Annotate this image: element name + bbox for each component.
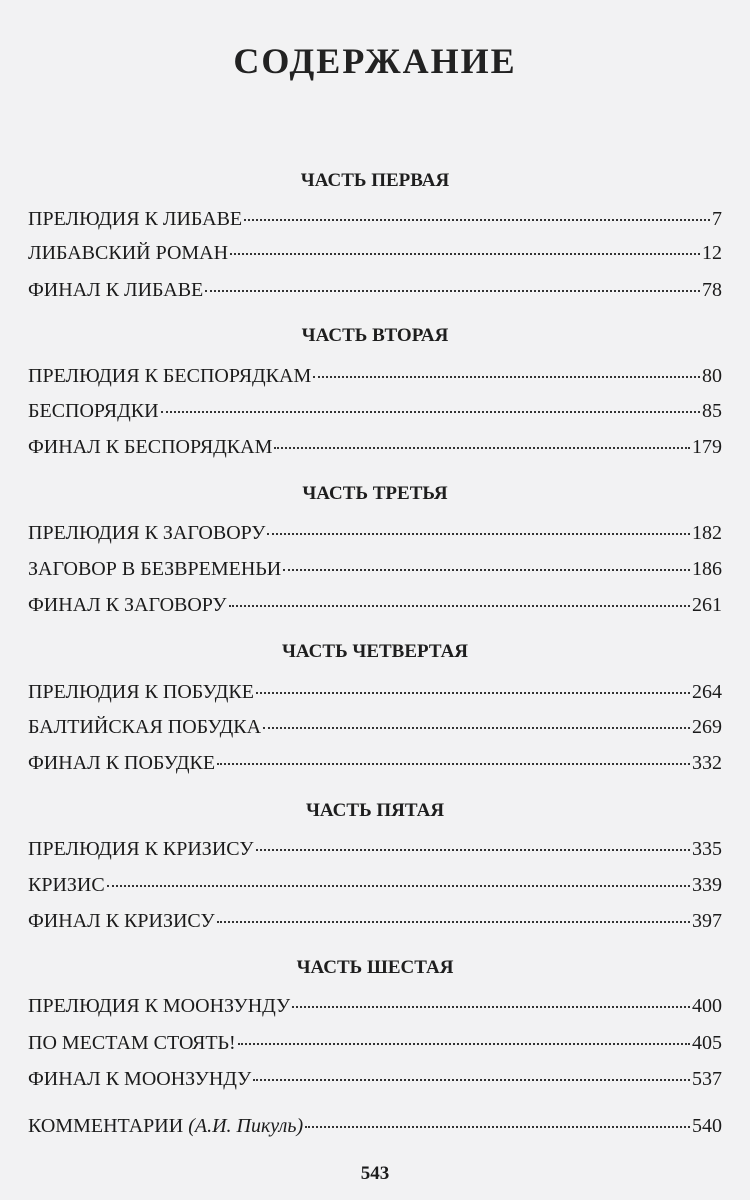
toc-entry — [28, 206, 722, 232]
dot-leader — [217, 763, 690, 765]
toc-entry — [28, 240, 722, 266]
dot-leader — [292, 1006, 690, 1008]
toc-entry — [28, 714, 722, 740]
toc-entry-title: ФИНАЛ К МООНЗУНДУ — [28, 1068, 252, 1090]
page-number: 543 — [360, 1163, 390, 1184]
toc-entry-title: ПРЕЛЮДИЯ К ЗАГОВОРУ — [28, 522, 266, 544]
toc-entry-title — [28, 1113, 303, 1139]
toc-entry-page: 80 — [702, 365, 722, 387]
toc-entry — [28, 1066, 722, 1092]
toc-entry-page: 182 — [692, 522, 722, 544]
toc-entry — [28, 750, 722, 776]
part-heading: ЧАСТЬ ШЕСТАЯ — [296, 957, 454, 978]
toc-entry-page: 261 — [692, 594, 722, 616]
toc-entry-title: ПРЕЛЮДИЯ К ПОБУДКЕ — [28, 681, 254, 703]
toc-entry-page: 397 — [692, 910, 722, 932]
dot-leader — [230, 253, 700, 255]
toc-entry — [28, 1030, 722, 1056]
toc-entry-page: 186 — [692, 558, 722, 580]
toc-entry-title: БАЛТИЙСКАЯ ПОБУДКА — [28, 716, 262, 738]
toc-entry — [28, 908, 722, 934]
part-heading: ЧАСТЬ ВТОРАЯ — [301, 325, 449, 346]
dot-leader — [229, 605, 690, 607]
toc-entry-title: КРИЗИС — [28, 874, 105, 896]
dot-leader — [217, 921, 690, 923]
toc-entry-title: ПО МЕСТАМ СТОЯТЬ! — [28, 1032, 236, 1054]
toc-entry-page: 78 — [702, 279, 722, 301]
dot-leader — [256, 692, 690, 694]
dot-leader — [244, 219, 710, 221]
comments-author: (А.И. Пикуль) — [188, 1115, 304, 1137]
toc-entry-title: БЕСПОРЯДКИ — [28, 400, 159, 422]
toc-entry — [28, 872, 722, 898]
dot-leader — [274, 447, 690, 449]
toc-entry — [28, 993, 722, 1019]
dot-leader — [267, 533, 690, 535]
toc-entry — [28, 434, 722, 460]
part-heading: ЧАСТЬ ЧЕТВЕРТАЯ — [281, 641, 469, 662]
toc-entry — [28, 277, 722, 303]
dot-leader — [238, 1043, 690, 1045]
dot-leader — [205, 290, 700, 292]
toc-entry — [28, 398, 722, 424]
comments-label: КОММЕНТАРИИ — [28, 1115, 184, 1137]
toc-entry-title: ПРЕЛЮДИЯ К МООНЗУНДУ — [28, 995, 291, 1017]
toc-entry-page: 85 — [702, 400, 722, 422]
toc-entry-comments — [28, 1113, 722, 1139]
page-title: СОДЕРЖАНИЕ — [233, 41, 517, 81]
toc-entry-title: ФИНАЛ К ЗАГОВОРУ — [28, 594, 227, 616]
toc-entry-title: ФИНАЛ К КРИЗИСУ — [28, 910, 215, 932]
toc-entry-title: ФИНАЛ К ПОБУДКЕ — [28, 752, 216, 774]
toc-entry-title: ФИНАЛ К ЛИБАВЕ — [28, 279, 204, 301]
part-heading: ЧАСТЬ ПЕРВАЯ — [300, 170, 450, 191]
dot-leader — [107, 885, 690, 887]
dot-leader — [313, 376, 700, 378]
dot-leader — [283, 569, 690, 571]
toc-entry-page: 332 — [692, 752, 722, 774]
toc-entry-page: 339 — [692, 874, 722, 896]
toc-entry-page: 335 — [692, 838, 722, 860]
toc-entry-page: 264 — [692, 681, 722, 703]
toc-entry — [28, 592, 722, 618]
toc-entry-title: ФИНАЛ К БЕСПОРЯДКАМ — [28, 436, 273, 458]
toc-entry-page: 540 — [692, 1115, 722, 1137]
toc-entry — [28, 556, 722, 582]
dot-leader — [263, 727, 690, 729]
toc-entry-page: 7 — [712, 208, 722, 230]
toc-entry-page: 179 — [692, 436, 722, 458]
toc-entry-title: ЗАГОВОР В БЕЗВРЕМЕНЬИ — [28, 558, 282, 580]
part-heading: ЧАСТЬ ТРЕТЬЯ — [302, 483, 448, 504]
toc-entry-title: ПРЕЛЮДИЯ К БЕСПОРЯДКАМ — [28, 365, 312, 387]
dot-leader — [256, 849, 690, 851]
toc-entry-title: ПРЕЛЮДИЯ К ЛИБАВЕ — [28, 208, 243, 230]
toc-entry-page: 269 — [692, 716, 722, 738]
toc-entry-title: ПРЕЛЮДИЯ К КРИЗИСУ — [28, 838, 254, 860]
dot-leader — [253, 1079, 690, 1081]
toc-entry-title: ЛИБАВСКИЙ РОМАН — [28, 242, 229, 264]
dot-leader — [161, 411, 700, 413]
toc-entry — [28, 679, 722, 705]
toc-entry-page: 405 — [692, 1032, 722, 1054]
toc-entry-page: 12 — [702, 242, 722, 264]
toc-entry — [28, 363, 722, 389]
toc-entry-page: 400 — [692, 995, 722, 1017]
toc-entry — [28, 836, 722, 862]
part-heading: ЧАСТЬ ПЯТАЯ — [305, 800, 445, 821]
dot-leader — [305, 1126, 690, 1128]
toc-entry-page: 537 — [692, 1068, 722, 1090]
toc-entry — [28, 520, 722, 546]
